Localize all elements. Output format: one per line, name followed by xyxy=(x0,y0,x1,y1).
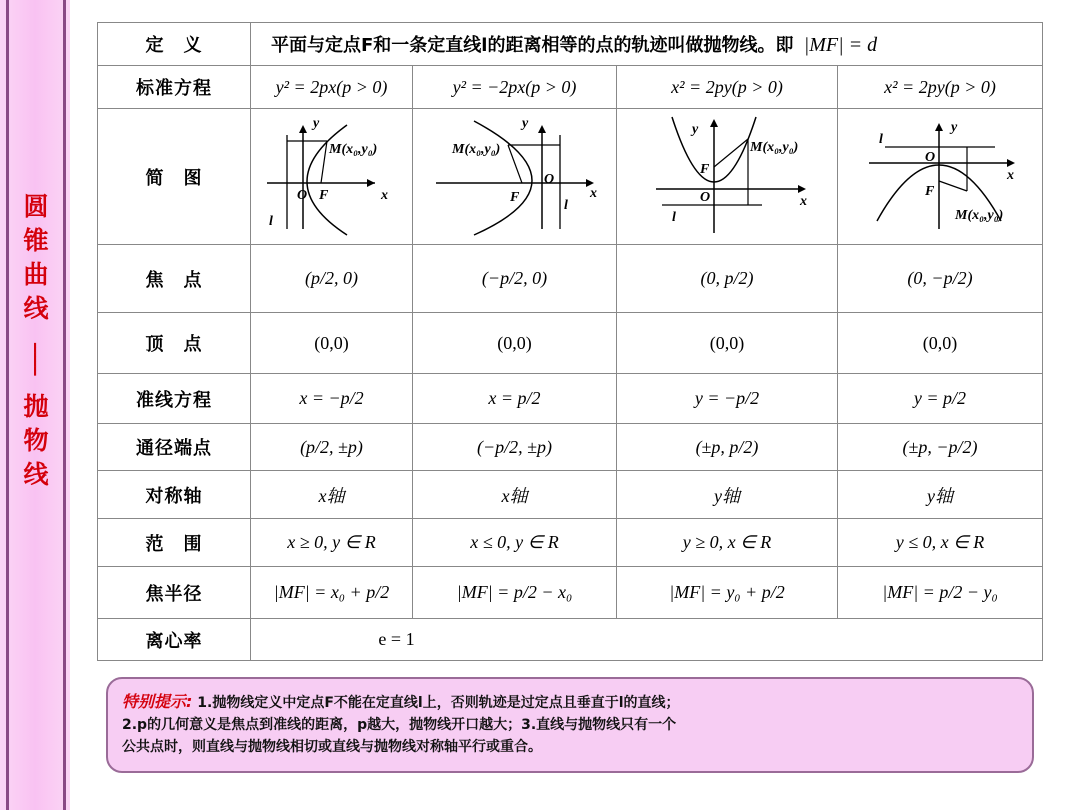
sketch-cell xyxy=(251,109,413,245)
note-line: 公共点时，则直线与抛物线相切或直线与抛物线对称轴平行或重合。 xyxy=(122,739,542,755)
row-label: 离心率 xyxy=(98,619,251,661)
definition-formula: |MF| = d xyxy=(803,34,878,56)
table-row xyxy=(98,23,1043,66)
sketch-label: O xyxy=(296,187,307,203)
directrix-cell: y = p/2 xyxy=(838,374,1043,424)
focus-cell: (0, −p/2) xyxy=(838,245,1043,313)
table-row xyxy=(98,109,1043,245)
focal-radius-cell: |MF| = x₀ + p/2 xyxy=(251,567,413,619)
sidebar-border-right xyxy=(63,0,66,810)
sketch-label: y xyxy=(312,115,319,131)
focus-cell: (0, p/2) xyxy=(617,245,838,313)
focus-cell: (−p/2, 0) xyxy=(413,245,617,313)
sketch-label: O xyxy=(700,189,711,205)
sketch-label: l xyxy=(563,197,568,213)
note-line: 1.抛物线定义中定点F不能在定直线l上，否则轨迹是过定点且垂直于l的直线； xyxy=(197,695,680,711)
row-label: 通径端点 xyxy=(98,424,251,471)
note-line: 2.p的几何意义是焦点到准线的距离，p越大，抛物线开口越大；3.直线与抛物线只有一个 xyxy=(122,717,677,733)
sketch-label: x xyxy=(800,193,807,209)
sketch-cell xyxy=(617,109,838,245)
sketch-label: O xyxy=(925,149,936,165)
sidebar-char: 曲 xyxy=(23,260,49,289)
sketch-cell xyxy=(838,109,1043,245)
sketch-label: M(x₀,y₀) xyxy=(328,141,377,157)
sketch-label: F xyxy=(700,161,710,177)
parabola-up-sketch xyxy=(642,117,812,237)
latus-rectum-cell: (p/2, ±p) xyxy=(251,424,413,471)
equation-cell: y² = 2px(p > 0) xyxy=(251,66,413,109)
row-label: 对称轴 xyxy=(98,471,251,519)
row-label: 焦半径 xyxy=(98,567,251,619)
table-row xyxy=(98,619,1043,661)
table-row xyxy=(98,66,1043,109)
row-label: 简 图 xyxy=(98,109,251,245)
focus-cell: (p/2, 0) xyxy=(251,245,413,313)
table-row xyxy=(98,374,1043,424)
axis-cell: y轴 xyxy=(617,471,838,519)
sketch-label: M(x₀,y₀) xyxy=(955,207,1004,223)
focal-radius-cell: |MF| = p/2 − x₀ xyxy=(413,567,617,619)
axis-cell: y轴 xyxy=(838,471,1043,519)
latus-rectum-cell: (±p, p/2) xyxy=(617,424,838,471)
directrix-cell: x = p/2 xyxy=(413,374,617,424)
row-label: 准线方程 xyxy=(98,374,251,424)
sketch-label: y xyxy=(521,115,528,131)
axis-cell: x轴 xyxy=(251,471,413,519)
vertex-cell: (0,0) xyxy=(251,313,413,374)
sketch-label: M(x₀,y₀) xyxy=(451,141,500,157)
sketch-label: y xyxy=(951,119,958,135)
definition-cell xyxy=(251,23,1043,66)
vertex-cell: (0,0) xyxy=(413,313,617,374)
focal-radius-cell: |MF| = y₀ + p/2 xyxy=(617,567,838,619)
focal-radius-cell: |MF| = p/2 − y₀ xyxy=(838,567,1043,619)
sidebar-char: 物 xyxy=(23,426,49,455)
sidebar xyxy=(0,0,70,810)
table-row xyxy=(98,567,1043,619)
sidebar-border-left xyxy=(6,0,9,810)
vertex-cell: (0,0) xyxy=(838,313,1043,374)
parabola-right-sketch xyxy=(257,117,407,237)
range-cell: y ≥ 0, x ∈ R xyxy=(617,519,838,567)
sketch-label: F xyxy=(318,187,328,203)
table-row xyxy=(98,471,1043,519)
parabola-down-sketch xyxy=(855,117,1025,237)
equation-cell: x² = 2py(p > 0) xyxy=(617,66,838,109)
sidebar-char: 线 xyxy=(23,460,49,489)
sketch-label: x xyxy=(1007,167,1014,183)
sketch-label: l xyxy=(268,213,273,229)
parabola-properties-table xyxy=(97,22,1043,661)
note-heading: 特别提示: xyxy=(122,692,193,711)
special-note-box xyxy=(106,677,1034,773)
vertex-cell: (0,0) xyxy=(617,313,838,374)
directrix-cell: y = −p/2 xyxy=(617,374,838,424)
sketch-label: y xyxy=(692,121,699,137)
sketch-label: M(x₀,y₀) xyxy=(750,139,799,155)
sidebar-title xyxy=(18,190,54,492)
sketch-label: F xyxy=(509,189,519,205)
directrix-cell: x = −p/2 xyxy=(251,374,413,424)
sketch-label: x xyxy=(380,187,388,203)
row-label: 顶 点 xyxy=(98,313,251,374)
table-row xyxy=(98,519,1043,567)
sketch-label: l xyxy=(672,209,676,225)
latus-rectum-cell: (−p/2, ±p) xyxy=(413,424,617,471)
sketch-label: O xyxy=(543,171,554,187)
eccentricity-cell xyxy=(251,619,1043,661)
sketch-cell xyxy=(413,109,617,245)
axis-cell: x轴 xyxy=(413,471,617,519)
sketch-label: x xyxy=(589,185,597,201)
sidebar-separator: ------- xyxy=(27,341,46,375)
table-row xyxy=(98,313,1043,374)
range-cell: y ≤ 0, x ∈ R xyxy=(838,519,1043,567)
equation-cell: x² = 2py(p > 0) xyxy=(838,66,1043,109)
equation-cell: y² = −2px(p > 0) xyxy=(413,66,617,109)
latus-rectum-cell: (±p, −p/2) xyxy=(838,424,1043,471)
table-row xyxy=(98,424,1043,471)
eccentricity-value: e = 1 xyxy=(378,629,415,649)
row-label: 标准方程 xyxy=(98,66,251,109)
table-row xyxy=(98,245,1043,313)
parabola-left-sketch xyxy=(430,117,600,237)
sidebar-char: 抛 xyxy=(23,392,49,421)
range-cell: x ≥ 0, y ∈ R xyxy=(251,519,413,567)
range-cell: x ≤ 0, y ∈ R xyxy=(413,519,617,567)
sketch-label: F xyxy=(925,183,935,199)
sketch-label: l xyxy=(879,131,883,147)
sidebar-char: 锥 xyxy=(23,226,49,255)
row-label: 范 围 xyxy=(98,519,251,567)
definition-text: 平面与定点F和一条定直线l的距离相等的点的轨迹叫做抛物线。即 xyxy=(271,35,794,56)
row-label: 定 义 xyxy=(98,23,251,66)
sidebar-char: 线 xyxy=(23,294,49,323)
row-label: 焦 点 xyxy=(98,245,251,313)
sidebar-char: 圆 xyxy=(23,192,49,221)
